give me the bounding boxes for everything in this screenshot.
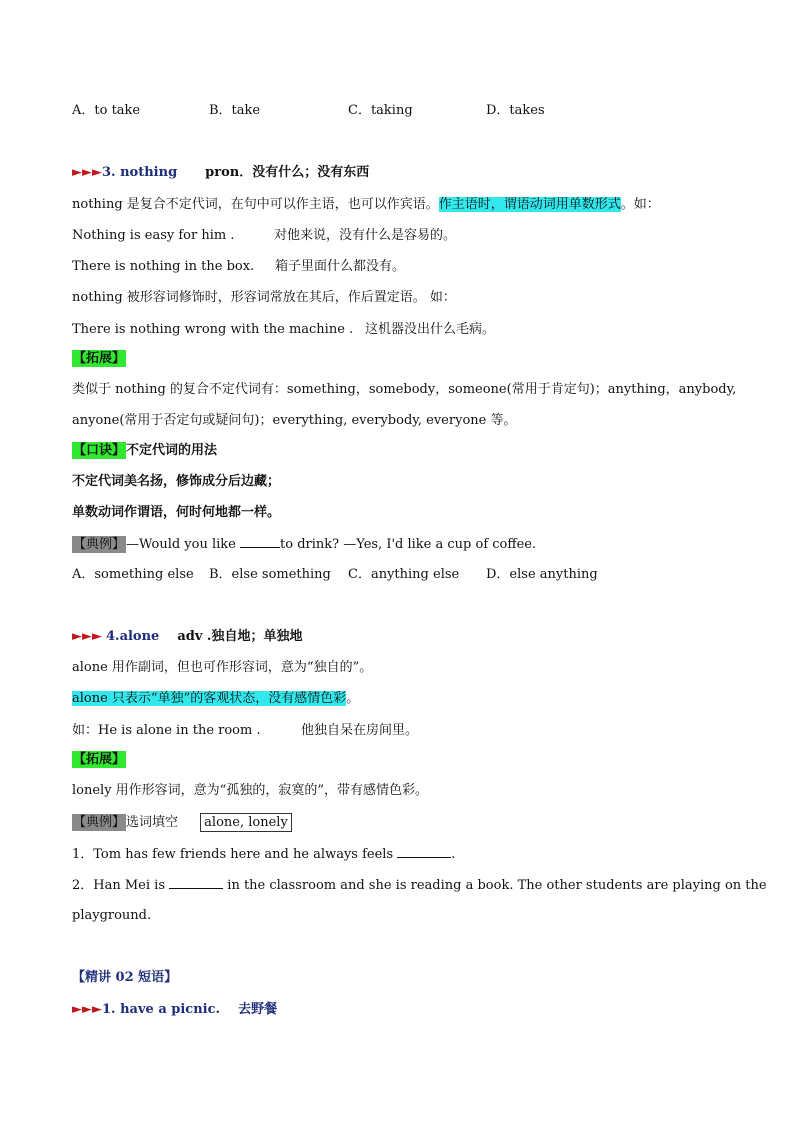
fill-in-question-1: [72, 847, 455, 861]
expand-tag: [72, 352, 126, 365]
choice-d: D．else anything: [486, 567, 598, 582]
fill-in-title: 选词填空: [126, 815, 179, 830]
lonely-paragraph: lonely 用作形容词，意为“孤独的，寂寞的”，带有感情色彩。: [72, 783, 428, 798]
example-1: [72, 228, 457, 243]
question-text: 1．Tom has few friends here and he always feels: [72, 847, 394, 862]
arrow-icons: ►►►: [72, 629, 102, 644]
choice-b: B．else something: [209, 567, 331, 582]
option-a: A．to take: [72, 103, 141, 118]
para-text-end: 。: [346, 691, 360, 706]
phrase-english: 1. have a picnic.: [102, 1002, 221, 1017]
example-question: [72, 537, 536, 551]
example-english: 如：He is alone in the room .: [72, 723, 261, 738]
para-text: nothing 是复合不定代词，在句中可以作主语，也可以作宾语。: [72, 197, 439, 212]
example-label: 【典例】: [73, 815, 126, 830]
question-text-end: .: [451, 847, 456, 862]
question-text: —Would you like: [126, 537, 236, 552]
word-alone: 4.alone: [106, 629, 160, 644]
rhyme-heading: [72, 444, 217, 457]
arrow-icons: ►►►: [72, 1002, 102, 1017]
phrase-chinese: 去野餐: [238, 1002, 278, 1017]
alone-example: [72, 723, 419, 738]
highlighted-rule: alone 只表示“单独”的客观状态，没有感情色彩: [72, 691, 347, 706]
example-english: Nothing is easy for him .: [72, 228, 235, 243]
part-of-speech: pron．没有什么；没有东西: [205, 165, 370, 180]
part-of-speech: adv .独自地；单独地: [177, 629, 303, 644]
word-box: alone, lonely: [200, 813, 292, 832]
example-chinese: 这机器没出什么毛病。: [365, 322, 496, 337]
nothing-paragraph-1: [72, 198, 660, 211]
fill-in-question-2-cont: playground.: [72, 908, 152, 923]
rhyme-label: 【口诀】: [73, 443, 126, 458]
lecture-title: 【精讲 02 短语】: [72, 970, 178, 985]
highlighted-rule: 作主语时，谓语动词用单数形式: [438, 197, 621, 212]
rhyme-title: 不定代词的用法: [126, 443, 218, 458]
question-text-end: in the classroom and she is reading a book. The other students are playing on the: [227, 878, 767, 893]
answer-blank: [169, 878, 223, 889]
question-text: 2．Han Mei is: [72, 878, 165, 893]
expand-label: 【拓展】: [73, 752, 126, 767]
section-heading-alone: [72, 630, 302, 643]
option-d: D．takes: [486, 103, 545, 118]
nothing-paragraph-2: nothing 被形容词修饰时，形容词常放在其后，作后置定语。 如：: [72, 290, 456, 305]
answer-blank: [397, 847, 451, 858]
choice-a: A．something else: [72, 567, 194, 582]
question-text-end: to drink? —Yes, I'd like a cup of coffee.: [280, 537, 537, 552]
answer-blank: [240, 537, 280, 548]
rhyme-line-1: 不定代词美名扬，修饰成分后边藏；: [72, 474, 281, 489]
expand-label: 【拓展】: [73, 351, 126, 366]
option-b: B．take: [209, 103, 261, 118]
word-nothing: 3. nothing: [102, 165, 178, 180]
expand-line-2: anyone(常用于否定句或疑问句)；everything, everybody, everyone 等。: [72, 413, 517, 428]
alone-paragraph-2: [72, 692, 359, 705]
example-chinese: 他独自呆在房间里。: [301, 723, 419, 738]
fill-in-question-2: [72, 878, 767, 892]
example-chinese: 对他来说，没有什么是容易的。: [274, 228, 457, 243]
phrase-item-1: [72, 1003, 277, 1016]
section-heading-nothing: [72, 166, 369, 179]
option-c: C．taking: [348, 103, 413, 118]
rhyme-line-2: 单数动词作谓语，何时何地都一样。: [72, 505, 281, 520]
example-2: [72, 259, 406, 274]
arrow-icons: ►►►: [72, 165, 102, 180]
para-text-end: 。如：: [620, 197, 660, 212]
alone-paragraph-1: alone 用作副词，但也可作形容词，意为“独自的”。: [72, 660, 373, 675]
expand-line-1: 类似于 nothing 的复合不定代词有：something，somebody，someone(常用于肯定句)；anything，anybody,: [72, 382, 737, 397]
example-3: [72, 322, 496, 337]
fill-in-heading: [72, 816, 292, 829]
example-label: 【典例】: [73, 537, 126, 552]
expand-tag-2: [72, 753, 126, 766]
example-english: There is nothing in the box.: [72, 259, 255, 274]
example-english: There is nothing wrong with the machine .: [72, 322, 354, 337]
choice-c: C．anything else: [348, 567, 460, 582]
example-chinese: 箱子里面什么都没有。: [275, 259, 406, 274]
